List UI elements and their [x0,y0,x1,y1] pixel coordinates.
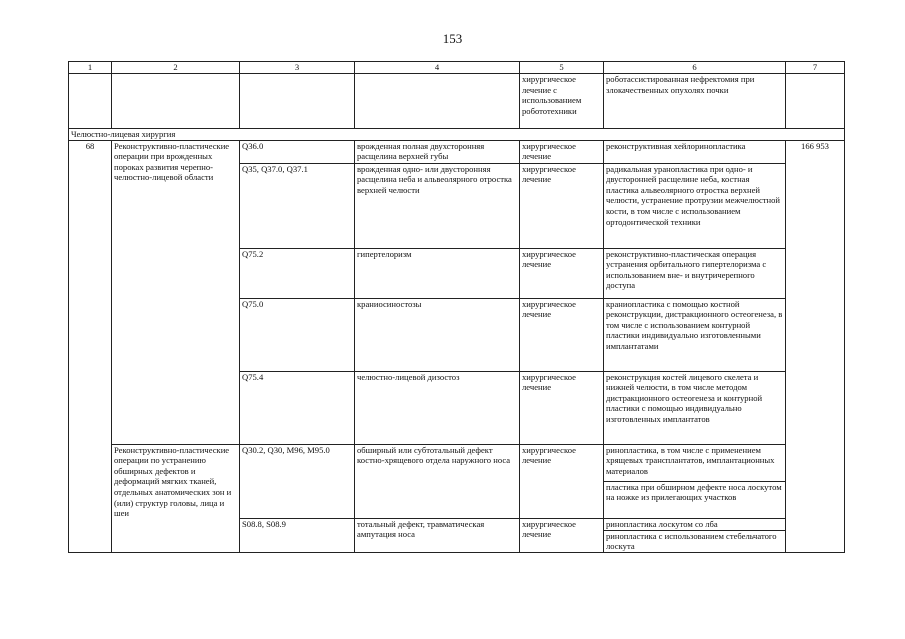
model-cell: краниосиностозы [355,298,520,371]
method-cell: радикальная уранопластика при одно- и двусторонней расщелине неба, костная пластика альвеолярного отростка верхней челюсти, устранение протрузии межчелюстной кости, в том числе с использованием ортодонтической техники [604,163,786,248]
method-cell: реконструктивно-пластическая операция устранения орбитального гипертелоризма с использованием вне- и внутричерепного доступа [604,248,786,298]
column-header: 1 [69,62,112,74]
group-name: Реконструктивно-пластические операции по устранению обширных дефектов и деформаций мягких тканей, отдельных анатомических зон и (или) структур головы, лица и шеи [112,444,240,552]
column-header: 6 [604,62,786,74]
model-cell: челюстно-лицевой дизостоз [355,371,520,444]
treatment-cell: хирургическое лечение [520,298,604,371]
column-header: 3 [240,62,355,74]
codes-cell: Q36.0 [240,140,355,163]
column-header: 2 [112,62,240,74]
treatment-cell: хирургическое лечение [520,444,604,518]
page-number: 153 [442,31,463,46]
treatment-cell: хирургическое лечение [520,371,604,444]
codes-cell: Q30.2, Q30, M96, M95.0 [240,444,355,518]
treatment-cell: хирургическое лечение с использованием робототехники [520,74,604,129]
medical-procedures-table [68,61,845,553]
group-name: Реконструктивно-пластические операции при врожденных пороках развития черепно-челюстно-лицевой области [112,140,240,444]
method-cell: реконструктивная хейлоринопластика [604,140,786,163]
column-header: 7 [786,62,845,74]
row-number: 68 [69,140,112,552]
continuation-row [69,74,845,129]
column-header-row [69,62,845,74]
method-cell: ринопластика с использованием стебельчатого лоскута [604,530,786,552]
codes-cell: S08.8, S08.9 [240,518,355,552]
method-cell: роботассистированная нефректомия при злокачественных опухолях почки [604,74,786,129]
codes-cell: Q75.2 [240,248,355,298]
section-title: Челюстно-лицевая хирургия [69,129,845,141]
table-row [69,444,845,481]
treatment-cell: хирургическое лечение [520,140,604,163]
method-cell: краниопластика с помощью костной реконструкции, дистракционного остеогенеза, в том числе с использованием контурной пластики индивидуально изготовленными имплантатами [604,298,786,371]
model-cell: врожденная одно- или двусторонняя расщелина неба и альвеолярного отростка верхней челюсти [355,163,520,248]
column-header: 4 [355,62,520,74]
method-cell: ринопластика лоскутом со лба [604,518,786,530]
column-header: 5 [520,62,604,74]
method-cell: реконструкция костей лицевого скелета и нижней челюсти, в том числе методом дистракционного остеогенеза и контурной пластики с помощью индивидуально изготовленных имплантатов [604,371,786,444]
section-row [69,129,845,141]
treatment-cell: хирургическое лечение [520,248,604,298]
model-cell: врожденная полная двухсторонняя расщелина верхней губы [355,140,520,163]
treatment-cell: хирургическое лечение [520,518,604,552]
model-cell: гипертелоризм [355,248,520,298]
codes-cell: Q35, Q37.0, Q37.1 [240,163,355,248]
treatment-cell: хирургическое лечение [520,163,604,248]
codes-cell: Q75.4 [240,371,355,444]
codes-cell: Q75.0 [240,298,355,371]
model-cell: обширный или субтотальный дефект костно-хрящевого отдела наружного носа [355,444,520,518]
method-cell: ринопластика, в том числе с применением хрящевых трансплантатов, имплантационных материалов [604,444,786,481]
model-cell: тотальный дефект, травматическая ампутация носа [355,518,520,552]
method-cell: пластика при обширном дефекте носа лоскутом на ножке из прилегающих участков [604,481,786,518]
table-row [69,140,845,163]
price-cell: 166 953 [786,140,845,552]
